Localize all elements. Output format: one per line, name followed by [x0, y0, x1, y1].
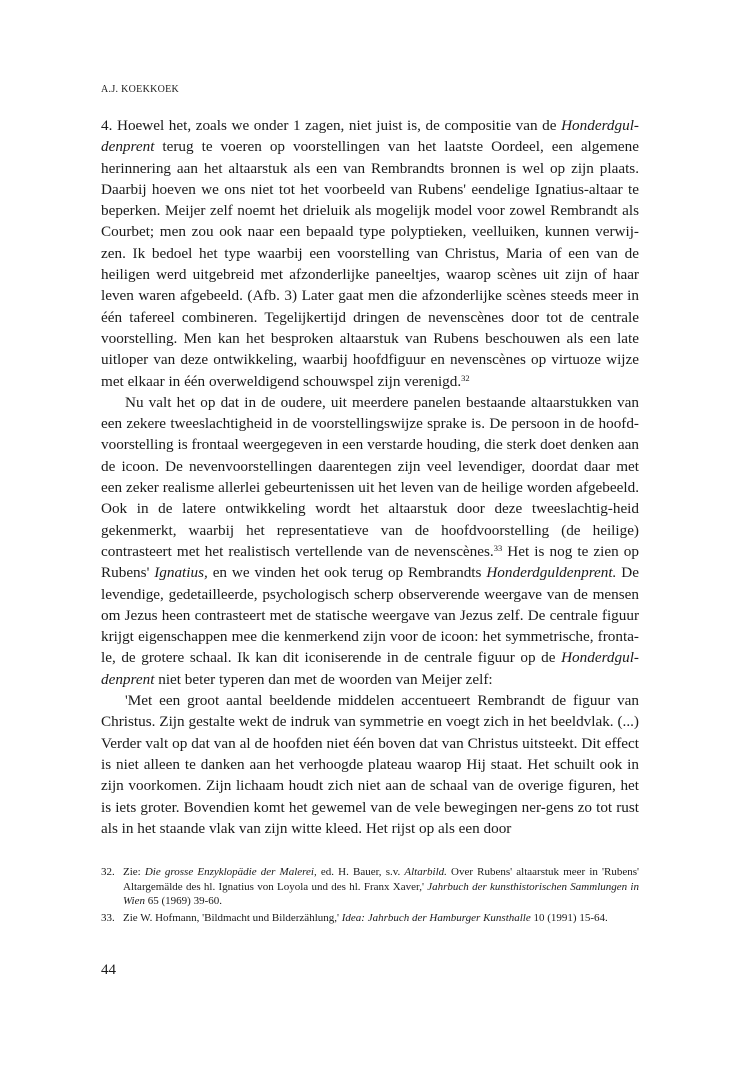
text-run: Zie: — [123, 866, 145, 878]
footnote-text — [123, 865, 639, 909]
text-run: De levendige, gedetailleerde, psychologisch scherp observerende weergave van de mensen om Jezus heen contrasteert met de statische weergave van Jezus zelf. De centrale figuur krijgt eigenschappen mee die kenmerkend zijn voor de icoon: het symmetrische, fronta-le, de grotere schaal. Ik kan dit iconiserende in de centrale figuur op de — [101, 564, 639, 667]
footnote — [101, 911, 639, 926]
italic-text: Ignatius, — [154, 564, 208, 582]
footnote-ref: 33 — [493, 542, 503, 553]
text-run: ed. H. Bauer, s.v. — [316, 866, 405, 878]
running-head: A.J. KOEKKOEK — [101, 84, 180, 95]
footnote — [101, 865, 639, 909]
text-run: niet beter typeren dan met de woorden van Meijer zelf: — [154, 670, 493, 688]
text-run: Het is nog te zien op Rubens' — [101, 542, 639, 582]
italic-text: Jahrbuch der kunsthistorischen Sammlungen in Wien — [123, 880, 639, 908]
paragraph — [101, 690, 639, 839]
footnote-number: 32. — [101, 866, 115, 878]
text-run: Zie W. Hofmann, 'Bildmacht und Bilderzählung,' — [123, 911, 342, 924]
paragraph — [101, 115, 639, 392]
italic-text: Honderdgul-denprent — [101, 117, 639, 156]
text-run: terug te voeren op voorstellingen van het laatste Oordeel, een algemene herinnering aan het altaarstuk als een van Rembrandts bronnen is wel op zijn plaats. Daarbij hoeven we ons niet tot het voorbeeld van Rubens' eendelige Ignatius-altaar te beperken. Meijer zelf noemt het drieluik als mogelijk model voor zowel Rembrandt als Courbet; men zou ook naar een bepaald type polyptieken, veelluiken, kunnen verwij-zen. Ik bedoel het type waarbij een voorstelling van Christus, Maria of een van de heiligen werd uitgebreid met afzonderlijke paneeltjes, waarop scènes uit zijn of haar leven waren afgebeeld. (Afb. 3) Later gaat men die afzonderlijke scènes steeds meer in één tafereel combineren. Tegelijkertijd dringen de nevenscènes door tot de centrale voorstelling. Men kan het besproken altaarstuk van Rubens beschouwen als een late uitloper van deze ontwikkeling, waarbij hoofdfiguur en nevenscènes op virtuoze wijze met elkaar in één overweldigend schouwspel zijn verenigd. — [101, 138, 639, 390]
footnote-number: 33. — [101, 911, 115, 924]
italic-text: Idea: Jahrbuch der Hamburger Kunsthalle — [341, 911, 531, 924]
italic-text: Altarbild. — [404, 866, 447, 878]
footnote-ref: 32 — [461, 372, 470, 383]
text-run: Over Rubens' altaarstuk meer in 'Rubens' Altargemälde des hl. Ignatius von Loyola und des hl. Franx Xaver,' — [123, 866, 639, 893]
body-text — [101, 115, 639, 839]
text-run: 65 (1969) 39-60. — [145, 895, 222, 908]
text-run: en we vinden het ook terug op Rembrandts — [207, 564, 487, 582]
footnote-text — [123, 911, 639, 926]
text-run: 'Met een groot aantal beeldende middelen accentueert Rembrandt de figuur van Christus. Zijn gestalte wekt de indruk van symmetrie en voegt zich in het beeldvlak. (...) Verder valt op dat van al de hoofden niet één boven dat van Christus uitsteekt. Dit effect is niet alleen te danken aan het verhoogde plateau waarop Hij staat. Het schuilt ook in zijn voorkomen. Zijn lichaam houdt zich niet aan de schaal van de overige figuren, het is iets groter. Bovendien komt het gewemel van de vele bewegingen ner-gens zo tot rust als in het staande vlak van zijn witte kleed. Het rijst op als een door — [101, 692, 639, 837]
text-run: Nu valt het op dat in de oudere, uit meerdere panelen bestaande altaarstukken van een zekere tweeslachtigheid in de voorstellingswijze sprake is. De persoon in de hoofd-voorstelling is frontaal weergegeven in een verstarde houding, die sterk doet denken aan de icoon. De nevenvoorstellingen daarentegen zijn veel levendiger, doordat daar met een zeker realisme allerlei gebeurtenissen uit het leven van de heilige worden afgebeeld. Ook in de latere ontwikkeling wordt het altaarstuk door deze tweeslachtig-heid gekenmerkt, waarbij het representatieve van de hoofdvoorstelling (de heilige) contrasteert met het realistisch vertellende van de nevenscènes. — [101, 393, 639, 560]
page-number: 44 — [101, 962, 116, 978]
italic-text: Die grosse Enzyklopädie der Malerei, — [144, 866, 317, 878]
italic-text: Honderdgul-denprent — [101, 649, 639, 688]
text-run: 10 (1991) 15-64. — [530, 911, 608, 924]
italic-text: Honderdguldenprent. — [486, 564, 617, 582]
text-run: 4. Hoewel het, zoals we onder 1 zagen, niet juist is, de compositie van de — [101, 117, 562, 134]
paragraph — [101, 392, 639, 690]
footnotes — [101, 865, 639, 927]
